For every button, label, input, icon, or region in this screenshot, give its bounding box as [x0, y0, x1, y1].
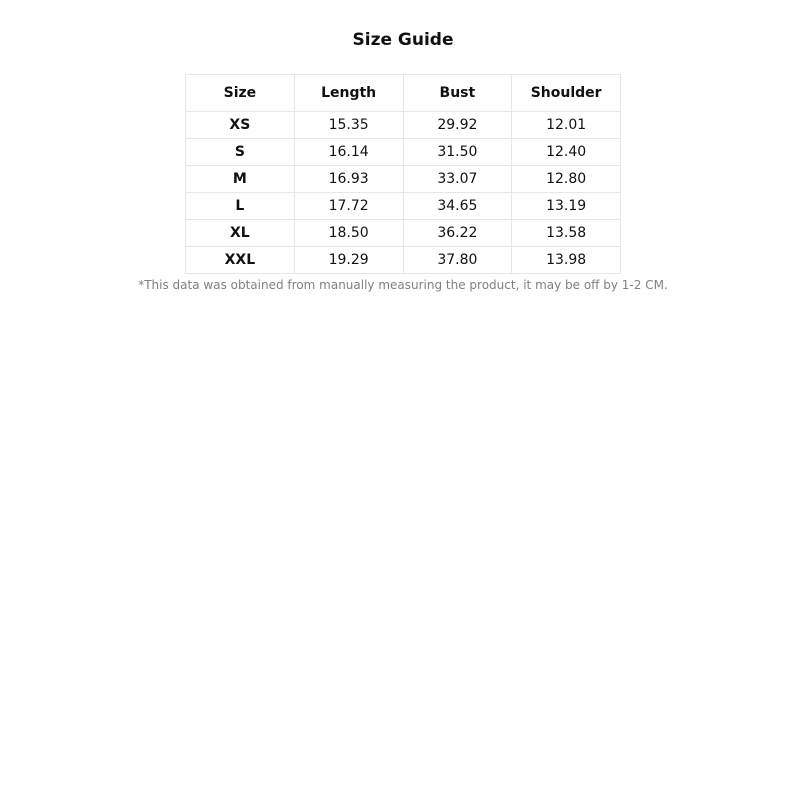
length-cell: 17.72 — [294, 193, 403, 220]
size-cell: XS — [186, 112, 295, 139]
length-cell: 15.35 — [294, 112, 403, 139]
header-bust: Bust — [403, 75, 512, 112]
bust-cell: 29.92 — [403, 112, 512, 139]
table-row — [186, 220, 621, 247]
table-row — [186, 112, 621, 139]
size-cell: XL — [186, 220, 295, 247]
table-row — [186, 193, 621, 220]
table-header-row — [186, 75, 621, 112]
size-cell: M — [186, 166, 295, 193]
bust-cell: 31.50 — [403, 139, 512, 166]
table-row — [186, 139, 621, 166]
bust-cell: 36.22 — [403, 220, 512, 247]
length-cell: 19.29 — [294, 247, 403, 274]
length-cell: 18.50 — [294, 220, 403, 247]
shoulder-cell: 13.58 — [512, 220, 621, 247]
size-cell: S — [186, 139, 295, 166]
header-size: Size — [186, 75, 295, 112]
bust-cell: 34.65 — [403, 193, 512, 220]
table-row — [186, 247, 621, 274]
size-cell: L — [186, 193, 295, 220]
bust-cell: 37.80 — [403, 247, 512, 274]
size-guide-table — [185, 74, 621, 274]
length-cell: 16.93 — [294, 166, 403, 193]
bust-cell: 33.07 — [403, 166, 512, 193]
header-length: Length — [294, 75, 403, 112]
header-shoulder: Shoulder — [512, 75, 621, 112]
size-cell: XXL — [186, 247, 295, 274]
shoulder-cell: 12.01 — [512, 112, 621, 139]
shoulder-cell: 12.80 — [512, 166, 621, 193]
page-title: Size Guide — [352, 30, 454, 50]
shoulder-cell: 13.19 — [512, 193, 621, 220]
shoulder-cell: 12.40 — [512, 139, 621, 166]
length-cell: 16.14 — [294, 139, 403, 166]
table-row — [186, 166, 621, 193]
shoulder-cell: 13.98 — [512, 247, 621, 274]
measurement-disclaimer: *This data was obtained from manually measuring the product, it may be off by 1-2 CM. — [138, 278, 668, 292]
